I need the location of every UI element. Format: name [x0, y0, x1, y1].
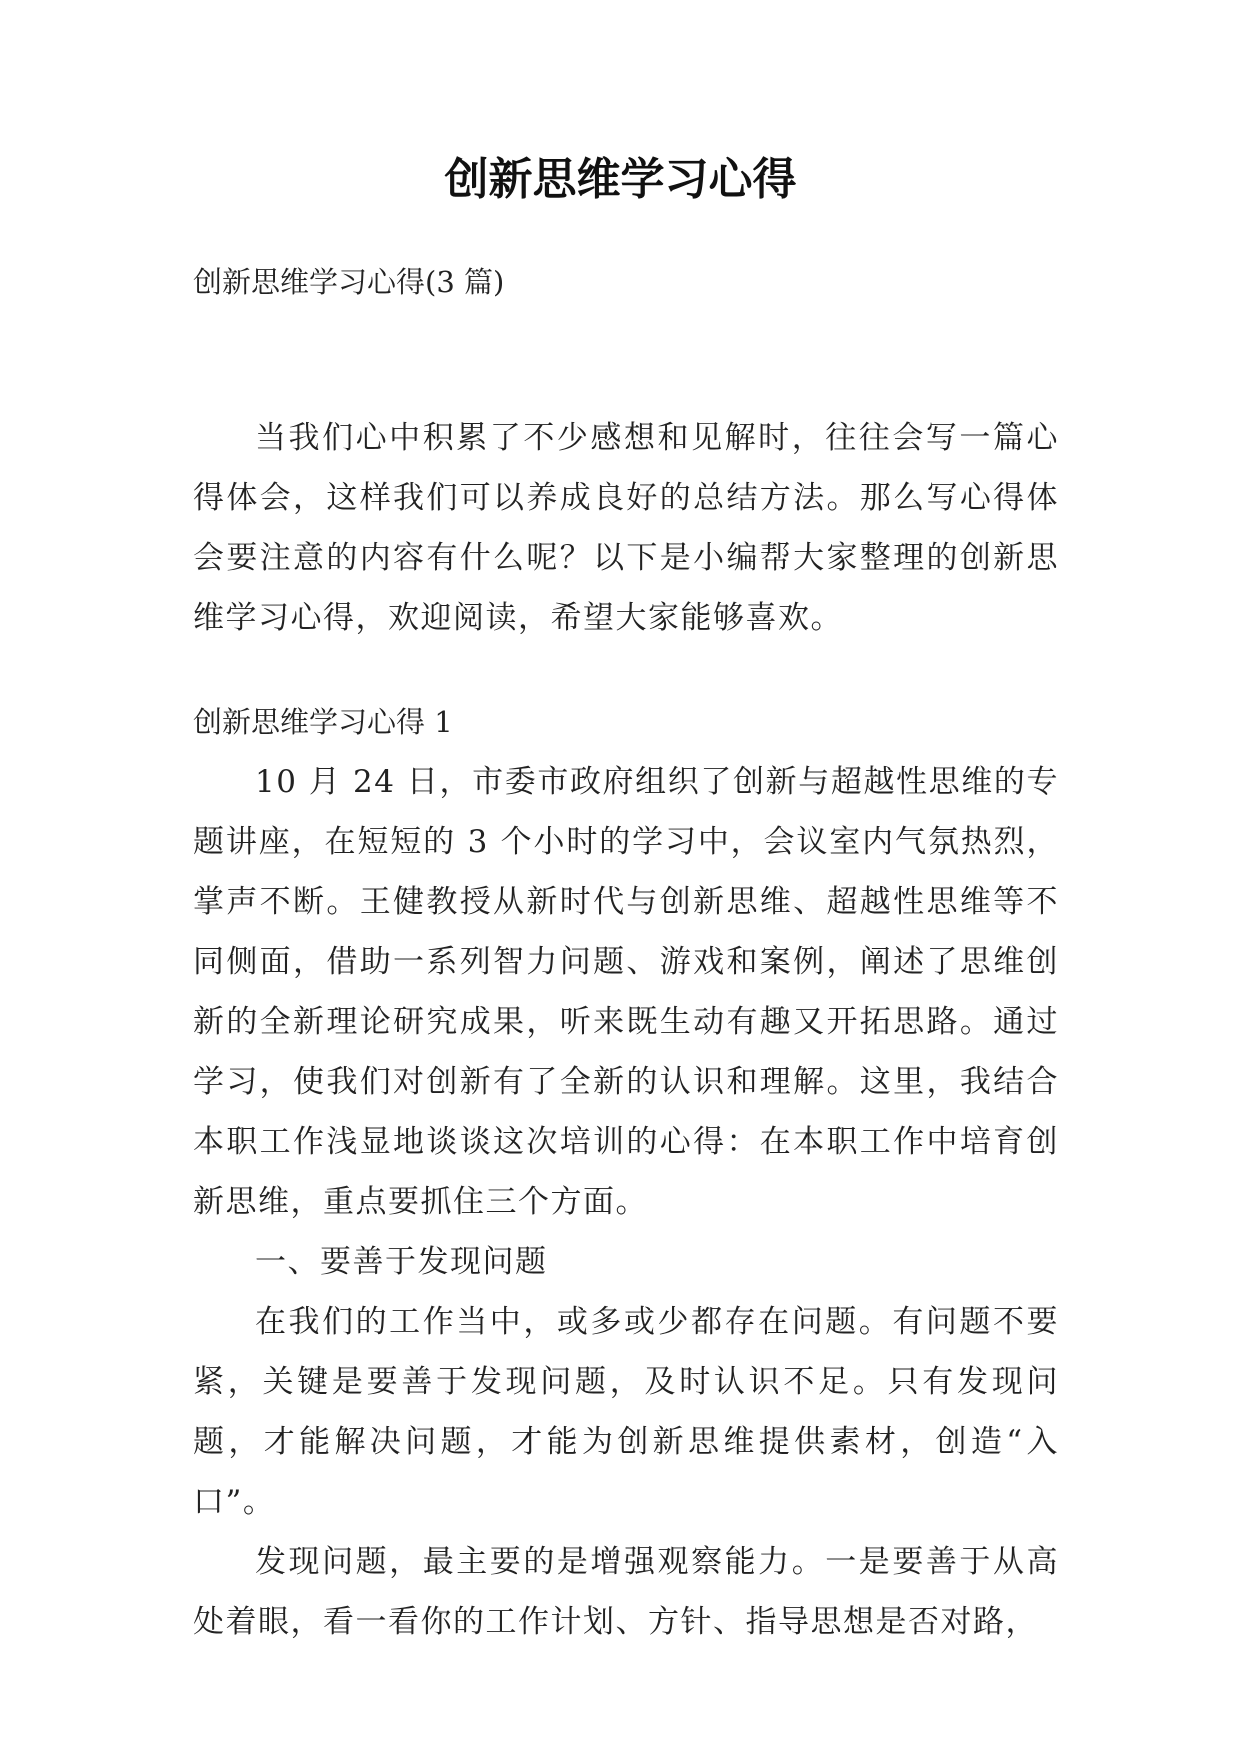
- body-paragraph: 10 月 24 日，市委市政府组织了创新与超越性思维的专题讲座，在短短的 3 个小时的学习中，会议室内气氛热烈，掌声不断。王健教授从新时代与创新思维、超越性思维等不同侧面，借助一系列智力问题、游戏和案例，阐述了思维创新的全新理论研究成果，听来既生动有趣又开拓思路。通过学习，使我们对创新有了全新的认识和理解。这里，我结合本职工作浅显地谈谈这次培训的心得：在本职工作中培育创新思维，重点要抓住三个方面。: [193, 764, 1059, 1220]
- intro-block: [193, 408, 1059, 648]
- article-body: [193, 752, 1059, 1652]
- body-paragraph: 发现问题，最主要的是增强观察能力。一是要善于从高处着眼，看一看你的工作计划、方针、指导思想是否对路，: [193, 1544, 1059, 1640]
- section-heading: 创新思维学习心得 1: [193, 705, 453, 739]
- intro-paragraph: 当我们心中积累了不少感想和见解时，往往会写一篇心得体会，这样我们可以养成良好的总结方法。那么写心得体会要注意的内容有什么呢？以下是小编帮大家整理的创新思维学习心得，欢迎阅读，希望大家能够喜欢。: [193, 420, 1059, 636]
- document-subtitle: 创新思维学习心得(3 篇): [193, 265, 505, 299]
- point-heading: 一、要善于发现问题: [255, 1244, 548, 1280]
- document-title: 创新思维学习心得: [444, 154, 797, 205]
- body-paragraph: 在我们的工作当中，或多或少都存在问题。有问题不要紧，关键是要善于发现问题，及时认识不足。只有发现问题，才能解决问题，才能为创新思维提供素材，创造“入口”。: [193, 1304, 1059, 1520]
